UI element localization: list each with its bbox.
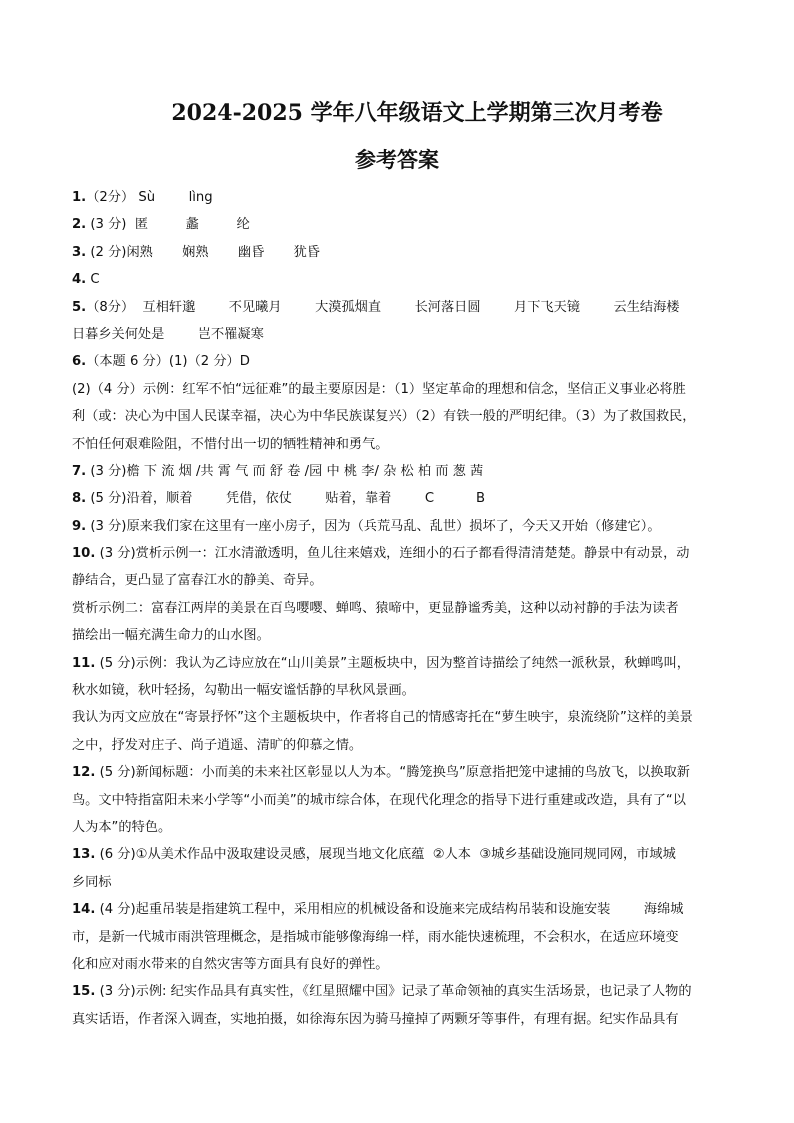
question-number: 9. — [72, 518, 87, 534]
answer-line — [72, 896, 724, 923]
answer-line — [72, 732, 724, 759]
answer-text: 鸟。文中特指富阳未来小学等“小而美”的城市综合体，在现代化理念的指导下进行重建或改造，具有了“以 — [72, 792, 686, 808]
answer-body — [72, 184, 724, 1033]
answer-line — [72, 513, 724, 540]
answer-text: (3 分) 匿 蠡 纶 — [86, 217, 250, 233]
answer-text: (6 分)①从美术作品中汲取建设灵感，展现当地文化底蕴 ②人本 ③城乡基础设施同规同网，市域城 — [95, 847, 676, 863]
answer-text: (3 分)示例: 纪实作品具有真实性，《红星照耀中国》记录了革命领袖的真实生活场景，也记录了人物的 — [95, 984, 692, 1000]
answer-text: 描绘出一幅充满生命力的山水图。 — [72, 628, 270, 644]
answer-line — [72, 403, 724, 430]
answer-line — [72, 239, 724, 266]
answer-text: 静结合，更凸显了富春江水的静美、奇异。 — [72, 573, 323, 589]
answer-text: 真实话语，作者深入调查，实地拍摄，如徐海东因为骑马撞掉了两颗牙等事件，有理有据。纪实作品具有 — [72, 1011, 679, 1027]
answer-text: 利（或：决心为中国人民谋幸福，决心为中华民族谋复兴）（2）有铁一般的严明纪律。（3）为了救国救民， — [72, 409, 696, 425]
question-number: 10. — [72, 546, 96, 562]
answer-line — [72, 650, 724, 677]
question-number: 11. — [72, 655, 96, 671]
document-title: 2024-2025 学年八年级语文上学期第三次月考卷 — [171, 100, 663, 126]
answer-text: 乡同标 — [72, 874, 112, 890]
answer-text: (2)（4 分）示例：红军不怕“远征难”的最主要原因是：（1）坚定革命的理想和信念，坚信正义事业必将胜 — [72, 381, 686, 397]
answer-line — [72, 787, 724, 814]
answer-text: 不怕任何艰难险阻，不惜付出一切的牺牲精神和勇气。 — [72, 436, 389, 452]
document-subtitle: 参考答案 — [355, 147, 439, 172]
answer-text: (5 分)示例：我认为乙诗应放在“山川美景”主题板块中，因为整首诗描绘了纯然一派秋景，秋蝉鸣叫， — [95, 655, 690, 671]
question-number: 13. — [72, 847, 96, 863]
answer-text: 之中，抒发对庄子、尚子逍遥、清旷的仰慕之情。 — [72, 737, 363, 753]
answer-text: （2分） Sù lìng — [86, 190, 213, 205]
answer-text: （本题 6 分）(1)（2 分）D — [86, 354, 250, 370]
answer-line — [72, 595, 724, 622]
answer-line — [72, 814, 724, 841]
answer-text: C — [86, 272, 100, 288]
answer-text: 市，是新一代城市雨洪管理概念，是指城市能够像海绵一样，雨水能快速梳理，不会积水，在适应环境变 — [72, 929, 679, 945]
answer-text: 赏析示例二：富春江两岸的美景在百鸟嘤嘤、蝉鸣、猿啼中，更显静谧秀美，这种以动衬静的手法为读者 — [72, 600, 679, 616]
answer-line — [72, 184, 724, 211]
question-number: 3. — [72, 244, 87, 260]
answer-line — [72, 458, 724, 485]
answer-line — [72, 321, 724, 348]
answer-line — [72, 266, 724, 293]
answer-line — [72, 376, 724, 403]
answer-text: (5 分)新闻标题：小而美的未来社区彰显以人为本。“腾笼换鸟”原意指把笼中逮捕的鸟放飞，以换取新 — [95, 765, 690, 781]
answer-line — [72, 704, 724, 731]
answer-line — [72, 677, 724, 704]
answer-text: (2 分)闲熟 娴熟 幽昏 犹昏 — [86, 244, 320, 260]
question-number: 5. — [72, 299, 87, 315]
question-number: 7. — [72, 463, 87, 479]
answer-text: (5 分)沿着，顺着 凭借，依仗 贴着，靠着 C B — [86, 491, 486, 507]
answer-line — [72, 485, 724, 512]
answer-line — [72, 211, 724, 238]
question-number: 8. — [72, 491, 87, 507]
answer-line — [72, 567, 724, 594]
answer-text: 日暮乡关何处是 岂不罹凝寒 — [72, 326, 264, 342]
question-number: 4. — [72, 272, 87, 288]
answer-line — [72, 841, 724, 868]
answer-line — [72, 951, 724, 978]
answer-line — [72, 294, 724, 321]
question-number: 2. — [72, 217, 87, 233]
answer-text: 秋水如镜，秋叶轻扬，勾勒出一幅安谧恬静的早秋风景画。 — [72, 683, 415, 699]
answer-text: 人为本”的特色。 — [72, 819, 172, 835]
answer-line — [72, 759, 724, 786]
answer-line — [72, 1006, 724, 1033]
answer-text: (4 分)起重吊装是指建筑工程中，采用相应的机械设备和设施来完成结构吊装和设施安装 海绵城 — [95, 902, 684, 918]
answer-line — [72, 978, 724, 1005]
answer-text: (3 分)赏析示例一：江水清澈透明，鱼儿往来嬉戏，连细小的石子都看得清清楚楚。静景中有动景，动 — [95, 546, 690, 562]
answer-line — [72, 924, 724, 951]
answer-text: 化和应对雨水带来的自然灾害等方面具有良好的弹性。 — [72, 956, 389, 972]
answer-text: 我认为丙文应放在“寄景抒怀”这个主题板块中，作者将自己的情感寄托在“萝生映宇，泉流绕阶”这样的美景 — [72, 710, 693, 726]
question-number: 1. — [72, 190, 87, 205]
question-number: 14. — [72, 902, 96, 918]
answer-line — [72, 431, 724, 458]
answer-text: (3 分)檐 下 流 烟 /共 霄 气 而 舒 卷 /园 中 桃 李/ 杂 松 柏 而 葱 茜 — [86, 463, 484, 479]
question-number: 15. — [72, 984, 96, 1000]
answer-line — [72, 869, 724, 896]
answer-line — [72, 540, 724, 567]
answer-text: (3 分)原来我们家在这里有一座小房子，因为（兵荒马乱、乱世）损坏了，今天又开始（修建它）。 — [86, 518, 661, 534]
question-number: 12. — [72, 765, 96, 781]
answer-line — [72, 622, 724, 649]
answer-text: （8分） 互相轩邈 不见曦月 大漠孤烟直 长河落日圆 月下飞天镜 云生结海楼 — [86, 299, 680, 315]
answer-line — [72, 348, 724, 375]
question-number: 6. — [72, 354, 87, 370]
